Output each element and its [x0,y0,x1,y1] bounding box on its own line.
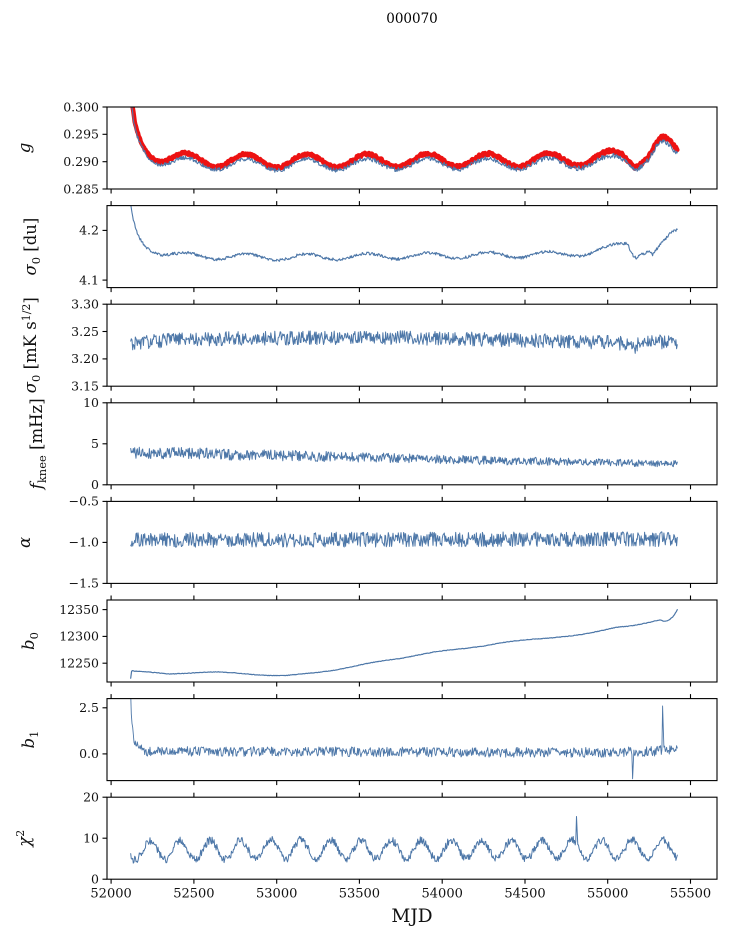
svg-text:54500: 54500 [504,886,546,902]
panel-b1 [131,694,678,779]
panel-fknee [131,447,678,466]
svg-text:53000: 53000 [256,886,298,902]
b0-line [131,610,678,679]
fknee-line [131,447,678,466]
svg-text:55000: 55000 [587,886,629,902]
xlabel: MJD [391,906,433,928]
svg-text:3.25: 3.25 [71,323,99,339]
ylabel-sigma0-mk: $\sigma_0$ [mK $s^{1/2}$] [20,297,43,394]
svg-text:0: 0 [91,477,99,493]
svg-text:0.0: 0.0 [79,746,99,762]
ylabel-g: g [15,142,34,154]
svg-text:3.20: 3.20 [71,351,99,367]
svg-text:4.2: 4.2 [79,222,99,238]
svg-text:−1.0: −1.0 [68,534,99,550]
svg-text:4.1: 4.1 [79,272,99,288]
svg-text:0: 0 [91,871,99,887]
svg-text:0.290: 0.290 [63,154,99,169]
svg-text:12300: 12300 [59,628,99,644]
sigma0-du-line [131,204,678,261]
g-line-blue [131,98,678,173]
svg-text:10: 10 [83,395,99,411]
svg-text:12350: 12350 [59,601,99,617]
panel-sigma0-du [131,204,678,261]
svg-text:−1.5: −1.5 [68,575,99,591]
svg-text:10: 10 [83,830,99,846]
ylabel-fknee: $f_{knee}$ [mHz] [27,398,49,490]
g-envelope-red [131,88,678,169]
svg-text:3.15: 3.15 [71,378,99,394]
panel-alpha [131,532,678,547]
ylabel-sigma0-du: $\sigma_0$ [du] [21,217,43,276]
svg-text:55500: 55500 [669,886,712,902]
svg-text:0.295: 0.295 [63,126,99,142]
panel-sigma0-mk [131,331,678,354]
chi2-line [131,816,678,863]
ylabel-b0: $b_0$ [19,632,41,650]
svg-text:12250: 12250 [59,655,99,671]
svg-text:52500: 52500 [173,886,215,902]
svg-text:2.5: 2.5 [79,700,99,716]
figure-title: 000070 [386,11,438,27]
ylabel-b1: $b_1$ [19,730,41,749]
svg-text:52000: 52000 [90,886,132,902]
svg-text:54000: 54000 [421,886,463,902]
svg-text:20: 20 [83,789,99,805]
ylabel-alpha: α [15,536,34,548]
svg-text:0.285: 0.285 [63,181,99,197]
b1-line [131,694,678,779]
svg-text:3.30: 3.30 [71,296,99,312]
panel-chi2 [131,816,678,863]
svg-text:0.300: 0.300 [63,99,99,115]
svg-text:53500: 53500 [338,886,381,902]
sigma0-mk-line [131,331,678,354]
panel-g [131,88,678,173]
svg-text:5: 5 [91,436,99,452]
svg-text:−0.5: −0.5 [68,493,99,509]
alpha-line [131,532,678,547]
panel-b0 [131,610,678,679]
ylabel-chi2: $\chi^2$ [14,829,34,847]
